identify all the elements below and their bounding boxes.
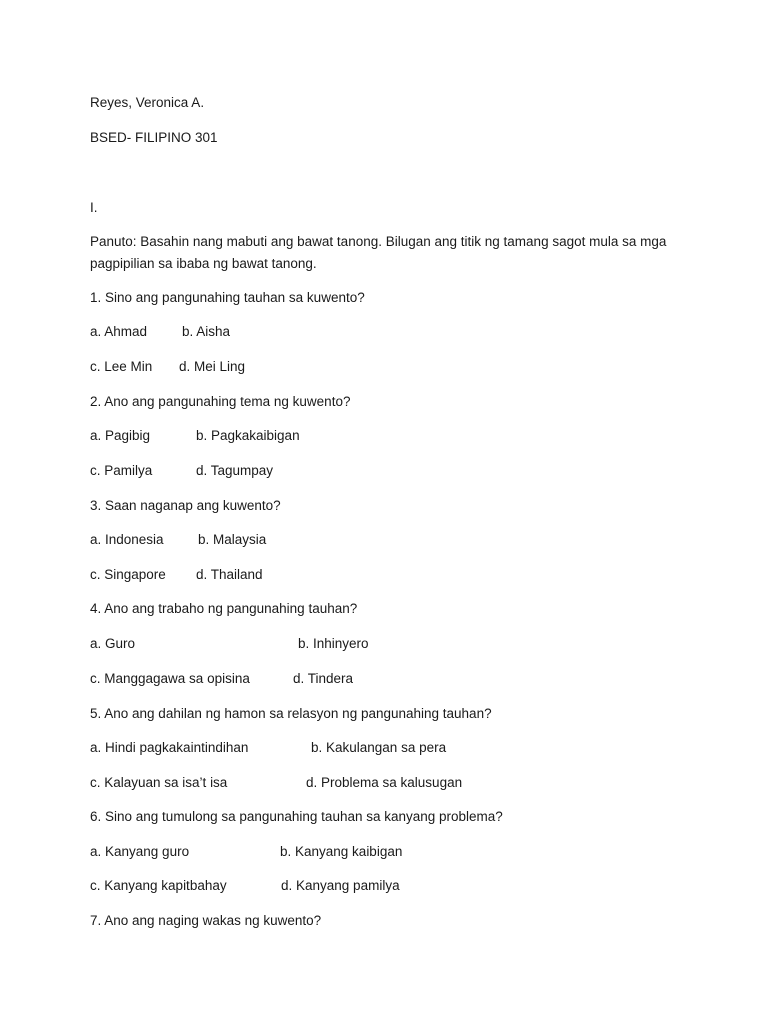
option-6d: d. Kanyang pamilya xyxy=(281,878,400,893)
option-4b: b. Inhinyero xyxy=(298,636,369,651)
option-6b: b. Kanyang kaibigan xyxy=(280,844,403,859)
course-code: BSED- FILIPINO 301 xyxy=(90,130,218,145)
option-3a: a. Indonesia xyxy=(90,532,164,547)
option-4a: a. Guro xyxy=(90,636,136,651)
option-5d: d. Problema sa kalusugan xyxy=(306,775,463,790)
question-5: 5. Ano ang dahilan ng hamon sa relasyon ng pangunahing tauhan? xyxy=(90,706,492,721)
document-page xyxy=(90,0,690,1024)
question-1: 1. Sino ang pangunahing tauhan sa kuwento? xyxy=(90,290,365,305)
option-6c: c. Kanyang kapitbahay xyxy=(90,878,227,893)
option-4c: c. Manggagawa sa opisina xyxy=(90,671,250,686)
question-4: 4. Ano ang trabaho ng pangunahing tauhan? xyxy=(90,601,358,616)
option-4d: d. Tindera xyxy=(293,671,354,686)
question-6: 6. Sino ang tumulong sa pangunahing tauhan sa kanyang problema? xyxy=(90,809,503,824)
option-1b: b. Aisha xyxy=(182,324,231,339)
option-3d: d. Thailand xyxy=(196,567,263,582)
question-7: 7. Ano ang naging wakas ng kuwento? xyxy=(90,913,322,928)
student-name: Reyes, Veronica A. xyxy=(90,95,205,110)
option-1c: c. Lee Min xyxy=(90,359,153,374)
option-5b: b. Kakulangan sa pera xyxy=(311,740,447,755)
instructions: Panuto: Basahin nang mabuti ang bawat tanong. Bilugan ang titik ng tamang sagot mula sa mga pagpipilian sa ibaba ng bawat tanong. xyxy=(90,234,667,271)
option-3b: b. Malaysia xyxy=(198,532,267,547)
option-6a: a. Kanyang guro xyxy=(90,844,190,859)
option-2a: a. Pagibig xyxy=(90,428,151,443)
option-3c: c. Singapore xyxy=(90,567,166,582)
option-2b: b. Pagkakaibigan xyxy=(196,428,300,443)
question-3: 3. Saan naganap ang kuwento? xyxy=(90,498,281,513)
option-1d: d. Mei Ling xyxy=(179,359,246,374)
option-5a: a. Hindi pagkakaintindihan xyxy=(90,740,249,755)
section-number: I. xyxy=(90,200,98,215)
option-1a: a. Ahmad xyxy=(90,324,148,339)
option-2c: c. Pamilya xyxy=(90,463,153,478)
option-2d: d. Tagumpay xyxy=(196,463,274,478)
option-5c: c. Kalayuan sa isa’t isa xyxy=(90,775,228,790)
question-2: 2. Ano ang pangunahing tema ng kuwento? xyxy=(90,394,351,409)
